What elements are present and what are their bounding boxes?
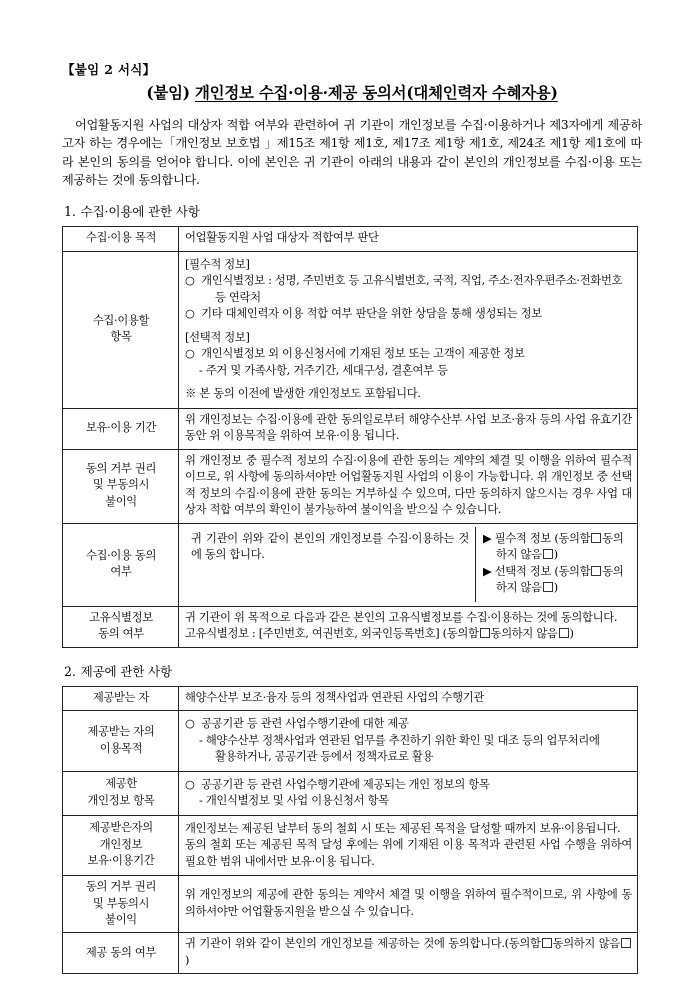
label-provided-items-line2: 개인정보 항목	[87, 793, 155, 807]
collection-use-table	[62, 226, 638, 647]
label-unique-id-line2: 동의 여부	[98, 627, 144, 641]
required-info-header: [필수적 정보]	[185, 257, 250, 271]
value-recipient-retention	[179, 815, 638, 875]
label-purpose: 수집·이용 목적	[63, 227, 179, 251]
page-title-main: 개인정보 수집·이용·제공 동의서(대체인력자 수혜자용)	[195, 84, 558, 102]
consent-option-required-pre: 필수적 정보 (동의함	[494, 531, 591, 545]
label-recipient-retention-line2: 개인정보	[99, 837, 143, 851]
intro-paragraph: 어업활동지원 사업의 대상자 적합 여부와 관련하여 귀 기관이 개인정보를 수집·이용하거나 제3자에게 제공하고자 하는 경우에는「개인정보 보호법 」제15조 제1항 제1호, 제17조 제1항 제1호, 제24조 제1항 제1호에 따라 본인의 동의를 얻어야 합니다. 이에 본인은 귀 기관이 아래의 내용과 같이 본인의 개인정보를 수집·이용 또는 제공하는 것에 동의합니다.	[62, 117, 642, 188]
checkbox-unique-id-disagree[interactable]	[559, 628, 569, 638]
table-row-recipient	[63, 686, 638, 710]
label-recipient: 제공받는 자	[63, 686, 179, 710]
label-unique-id	[63, 606, 179, 647]
page-title-prefix: (붙임)	[146, 84, 196, 102]
section-2-title: 제공에 관한 사항	[80, 663, 172, 679]
consent-statement: 귀 기관이 위와 같이 본인의 개인정보를 수집·이용하는 것에 동의 합니다.	[185, 527, 476, 602]
value-recipient-purpose	[179, 711, 638, 771]
value-recipient: 해양수산부 보조·융자 등의 정책사업과 연관된 사업의 수행기관	[179, 686, 638, 710]
label-consent-line1: 수집·이용 동의	[85, 548, 157, 562]
consent-option-optional	[483, 564, 627, 597]
provision-table	[62, 686, 638, 974]
optional-info-bullet-1-sub: - 주거 및 가족사항, 거주기간, 세대구성, 결혼여부 등	[185, 363, 632, 379]
value-items	[179, 251, 638, 408]
table-row-unique-id	[63, 606, 638, 647]
required-info-bullet-1-cont: 등 연락처	[215, 290, 261, 304]
checkbox-optional-agree[interactable]	[591, 566, 601, 576]
value-provision-consent	[179, 933, 638, 974]
table-row-consent	[63, 523, 638, 606]
section-1-title: 수집·이용에 관한 사항	[80, 203, 200, 219]
value-consent	[179, 523, 638, 606]
table-row-provision-refusal	[63, 876, 638, 933]
table-row-items	[63, 251, 638, 408]
recipient-retention-line-1: 개인정보는 제공된 날부터 동의 철회 시 또는 제공된 목적을 달성할 때까지 보유·이용됩니다.	[185, 821, 621, 835]
section-1-heading	[64, 204, 642, 220]
section-1-number: 1.	[64, 203, 76, 219]
table-row-refusal	[63, 449, 638, 523]
value-unique-id	[179, 606, 638, 647]
label-provision-refusal-line2: 및 부동의시	[92, 896, 150, 910]
recipient-purpose-bullet-2-cont: 활용하거나, 공공기관 등에서 정책자료로 활용	[215, 750, 434, 764]
recipient-retention-line-2: 동의 철회 또는 제공된 목적 달성 후에는 위에 기재된 이용 목적과 관련된 사업 수행을 위하여 필요한 범위 내에서만 보유·이용 됩니다.	[185, 838, 632, 868]
consent-option-required	[483, 531, 627, 564]
items-spacer-1	[185, 323, 632, 330]
provision-consent-mid: 동의하지 않음	[552, 937, 620, 951]
section-2-number: 2.	[64, 663, 76, 679]
label-items-line1: 수집·이용할	[92, 313, 150, 327]
consent-split	[185, 527, 632, 602]
label-provided-items	[63, 771, 179, 815]
checkbox-required-disagree[interactable]	[543, 549, 553, 559]
optional-info-bullet-1: ○ 개인식별정보 외 이용신청서에 기재된 정보 또는 고객이 제공한 정보	[185, 346, 632, 362]
table-row-provision-consent	[63, 933, 638, 974]
unique-id-options-pre: 고유식별정보 : [주민번호, 여권번호, 외국인등록번호] (동의함	[185, 627, 479, 641]
unique-id-options-post: )	[569, 627, 574, 641]
required-info-bullet-2: ○ 기타 대체인력자 이용 적합 여부 판단을 위한 상담을 통해 생성되는 정보	[185, 306, 632, 322]
label-refusal-line2: 및 부동의시	[92, 478, 150, 492]
label-recipient-retention	[63, 815, 179, 875]
page-title	[62, 83, 642, 104]
provision-consent-post: )	[185, 953, 190, 967]
label-retention: 보유·이용 기간	[63, 408, 179, 449]
checkbox-required-agree[interactable]	[591, 533, 601, 543]
value-refusal: 위 개인정보 중 필수적 정보의 수집·이용에 관한 동의는 계약의 체결 및 이행을 위하여 필수적이므로, 위 사항에 동의하셔야만 어업활동지원 사업의 이용이 가능합니다. 위 개인정보 중 선택적 정보의 수집·이용에 관한 동의는 거부하실 수 있으며, 다만 동의하지 않으시는 경우 사업 대상자 적합 여부의 확인이 불가능하여 불이익을 받으실 수 있습니다.	[179, 449, 638, 523]
checkbox-provision-agree[interactable]	[542, 938, 552, 948]
label-items	[63, 251, 179, 408]
label-items-line2: 항목	[110, 330, 132, 344]
required-info-bullet-1: ○ 개인식별정보 : 성명, 주민번호 등 고유식별번호, 국적, 직업, 주소·전자우편주소·전화번호	[185, 273, 632, 289]
table-row-provided-items	[63, 771, 638, 815]
consent-option-required-post: )	[553, 548, 558, 562]
consent-option-optional-pre: 선택적 정보 (동의함	[494, 564, 591, 578]
checkbox-optional-disagree[interactable]	[543, 582, 553, 592]
label-unique-id-line1: 고유식별정보	[89, 610, 153, 624]
recipient-purpose-bullet-1: ○ 공공기관 등 관련 사업수행기관에 대한 제공	[185, 716, 632, 732]
label-provision-refusal-line3: 불이익	[105, 912, 137, 926]
label-recipient-purpose	[63, 711, 179, 771]
table-row-recipient-retention	[63, 815, 638, 875]
label-recipient-purpose-line2: 이용목적	[99, 741, 143, 755]
items-spacer-2	[185, 379, 632, 386]
consent-option-optional-mid: 동의하지 않음	[496, 564, 624, 595]
value-provided-items	[179, 771, 638, 815]
table-row-recipient-purpose	[63, 711, 638, 771]
checkbox-provision-disagree[interactable]	[621, 938, 631, 948]
checkbox-unique-id-agree[interactable]	[480, 628, 490, 638]
label-provision-refusal-line1: 동의 거부 권리	[85, 880, 157, 894]
value-retention: 위 개인정보는 수집·이용에 관한 동의일로부터 해양수산부 사업 보조·융자 등의 사업 유효기간 동안 위 이용목적을 위하여 보유·이용 됩니다.	[179, 408, 638, 449]
label-consent-line2: 여부	[110, 565, 132, 579]
label-provision-consent: 제공 동의 여부	[63, 933, 179, 974]
label-refusal	[63, 449, 179, 523]
optional-info-header: [선택적 정보]	[185, 330, 250, 344]
recipient-purpose-bullet-2: - 해양수산부 정책사업과 연관된 업무를 추진하기 위한 확인 및 대조 등의 업무처리에	[185, 733, 632, 749]
provision-consent-pre: 귀 기관이 위와 같이 본인의 개인정보를 제공하는 것에 동의합니다.(동의함	[185, 937, 541, 951]
label-recipient-purpose-line1: 제공받는 자의	[87, 725, 155, 739]
attachment-tag: 【붙임 2 서식】	[62, 62, 156, 77]
value-provision-refusal: 위 개인정보의 제공에 관한 동의는 계약서 체결 및 이행을 위하여 필수적이므로, 위 사항에 동의하셔야만 어업활동지원을 받으실 수 있습니다.	[179, 876, 638, 933]
items-note: ※ 본 동의 이전에 발생한 개인정보도 포함됩니다.	[185, 386, 632, 402]
label-provided-items-line1: 제공한	[105, 777, 137, 791]
label-refusal-line3: 불이익	[105, 494, 137, 508]
consent-options	[476, 527, 632, 602]
consent-option-optional-post: )	[553, 581, 558, 595]
label-recipient-retention-line1: 제공받은자의	[89, 821, 153, 835]
section-2-heading	[64, 664, 642, 680]
unique-id-options	[185, 626, 632, 642]
provided-items-bullet-1: ○ 공공기관 등 관련 사업수행기관에 제공되는 개인 정보의 항목	[185, 777, 632, 793]
unique-id-statement: 귀 기관이 위 목적으로 다음과 같은 본인의 고유식별정보를 수집·이용하는 것에 동의합니다.	[185, 610, 618, 624]
table-row-purpose	[63, 227, 638, 251]
label-consent	[63, 523, 179, 606]
label-provision-refusal	[63, 876, 179, 933]
value-purpose: 어업활동지원 사업 대상자 적합여부 판단	[179, 227, 638, 251]
table-row-retention	[63, 408, 638, 449]
provided-items-bullet-2: - 개인식별정보 및 사업 이용신청서 항목	[185, 793, 632, 809]
consent-option-required-mid: 동의하지 않음	[496, 531, 624, 562]
label-refusal-line1: 동의 거부 권리	[85, 462, 157, 476]
label-recipient-retention-line3: 보유·이용기간	[87, 854, 155, 868]
unique-id-options-mid: 동의하지 않음	[490, 627, 558, 641]
